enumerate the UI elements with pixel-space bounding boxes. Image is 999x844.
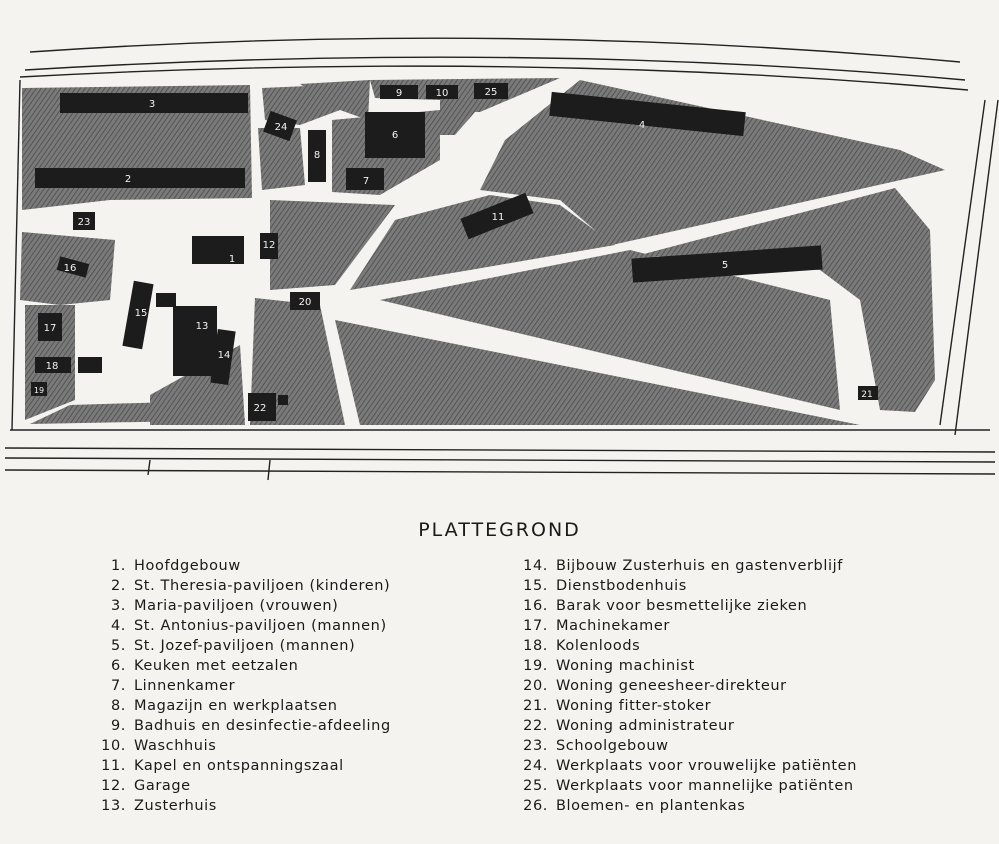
legend-text: Hoofdgebouw bbox=[134, 558, 241, 574]
legend-text: Werkplaats voor mannelijke patiënten bbox=[556, 778, 854, 794]
legend-item bbox=[86, 556, 391, 576]
legend-text: Maria-paviljoen (vrouwen) bbox=[134, 598, 339, 614]
legend-right bbox=[508, 556, 857, 816]
map-label-6: 6 bbox=[391, 130, 399, 141]
legend-text: Barak voor besmettelijke zieken bbox=[556, 598, 808, 614]
legend-item bbox=[86, 656, 391, 676]
legend-text: Woning machinist bbox=[556, 658, 695, 674]
legend-number: 2. bbox=[110, 578, 126, 594]
building-13 bbox=[173, 306, 217, 376]
legend-item bbox=[86, 596, 391, 616]
map-label-12: 12 bbox=[262, 240, 276, 251]
legend-item bbox=[508, 656, 857, 676]
legend-number: 24. bbox=[523, 758, 548, 774]
legend-number: 7. bbox=[110, 678, 126, 694]
legend-item bbox=[86, 696, 391, 716]
legend-text: Zusterhuis bbox=[134, 798, 217, 814]
legend-text: St. Theresia-paviljoen (kinderen) bbox=[134, 578, 391, 594]
map-label-13: 13 bbox=[195, 321, 209, 332]
legend-number: 12. bbox=[101, 778, 126, 794]
map-label-8: 8 bbox=[313, 150, 321, 161]
legend-item bbox=[86, 756, 391, 776]
map-label-7: 7 bbox=[362, 176, 370, 187]
legend-text: Woning fitter-stoker bbox=[556, 698, 712, 714]
map-label-16: 16 bbox=[63, 263, 77, 274]
legend-number: 1. bbox=[110, 558, 126, 574]
legend-item bbox=[86, 636, 391, 656]
legend-text: Machinekamer bbox=[556, 618, 670, 634]
legend-number: 16. bbox=[523, 598, 548, 614]
building-18b bbox=[78, 357, 102, 373]
legend-left bbox=[86, 556, 391, 816]
legend-text: Schoolgebouw bbox=[556, 738, 669, 754]
legend-text: Bloemen- en plantenkas bbox=[556, 798, 746, 814]
legend-number: 5. bbox=[110, 638, 126, 654]
legend-text: Werkplaats voor vrouwelijke patiënten bbox=[556, 758, 857, 774]
legend-text: St. Antonius-paviljoen (mannen) bbox=[134, 618, 387, 634]
legend-text: Bijbouw Zusterhuis en gastenverblijf bbox=[556, 558, 843, 574]
legend-item bbox=[508, 776, 857, 796]
legend-item bbox=[86, 776, 391, 796]
legend-number: 22. bbox=[523, 718, 548, 734]
legend-text: Kolenloods bbox=[556, 638, 641, 654]
map-label-9: 9 bbox=[395, 88, 403, 99]
legend-text: Magazijn en werkplaatsen bbox=[134, 698, 338, 714]
legend-item bbox=[86, 796, 391, 816]
map-label-2: 2 bbox=[124, 174, 132, 185]
legend-number: 20. bbox=[523, 678, 548, 694]
map-label-1: 1 bbox=[228, 254, 236, 265]
legend-number: 6. bbox=[110, 658, 126, 674]
legend-number: 15. bbox=[523, 578, 548, 594]
legend-item bbox=[508, 576, 857, 596]
legend-item bbox=[508, 796, 857, 816]
map-label-20: 20 bbox=[298, 297, 312, 308]
legend-number: 9. bbox=[110, 718, 126, 734]
legend-number: 21. bbox=[523, 698, 548, 714]
legend-text: Woning geneesheer-direkteur bbox=[556, 678, 787, 694]
map-label-26: 26 bbox=[159, 296, 173, 307]
legend-number: 25. bbox=[523, 778, 548, 794]
map-label-25: 25 bbox=[484, 87, 498, 98]
legend-text: Woning administrateur bbox=[556, 718, 735, 734]
map-label-11: 11 bbox=[491, 212, 505, 223]
plan-title: PLATTEGROND bbox=[418, 519, 581, 541]
map-label-10: 10 bbox=[435, 88, 449, 99]
map-label-21: 21 bbox=[861, 390, 873, 400]
legend-item bbox=[508, 716, 857, 736]
legend-text: Badhuis en desinfectie-afdeeling bbox=[134, 718, 391, 734]
legend-item bbox=[508, 616, 857, 636]
legend-number: 10. bbox=[101, 738, 126, 754]
legend-item bbox=[508, 596, 857, 616]
legend-number: 11. bbox=[101, 758, 126, 774]
legend-number: 23. bbox=[523, 738, 548, 754]
legend-text: Linnenkamer bbox=[134, 678, 236, 694]
legend-item bbox=[86, 616, 391, 636]
legend-item bbox=[86, 736, 391, 756]
map-label-17: 17 bbox=[43, 323, 57, 334]
map-label-15: 15 bbox=[134, 308, 148, 319]
legend-item bbox=[508, 696, 857, 716]
legend-number: 17. bbox=[523, 618, 548, 634]
legend-item bbox=[508, 756, 857, 776]
map-label-18: 18 bbox=[45, 361, 59, 372]
building-2 bbox=[35, 168, 245, 188]
legend-number: 18. bbox=[523, 638, 548, 654]
map-label-5: 5 bbox=[721, 260, 729, 271]
map-label-14: 14 bbox=[217, 350, 231, 361]
legend-number: 4. bbox=[110, 618, 126, 634]
legend-text: Garage bbox=[134, 778, 191, 794]
map-label-24: 24 bbox=[274, 122, 288, 133]
legend-number: 13. bbox=[101, 798, 126, 814]
legend-item bbox=[86, 716, 391, 736]
legend-number: 3. bbox=[110, 598, 126, 614]
legend-item bbox=[508, 676, 857, 696]
legend-text: Keuken met eetzalen bbox=[134, 658, 299, 674]
map-label-19: 19 bbox=[33, 386, 45, 395]
legend-item bbox=[508, 636, 857, 656]
map-label-4: 4 bbox=[638, 120, 646, 131]
legend-number: 8. bbox=[110, 698, 126, 714]
legend-text: St. Jozef-paviljoen (mannen) bbox=[134, 638, 356, 654]
legend-number: 14. bbox=[523, 558, 548, 574]
legend-number: 19. bbox=[523, 658, 548, 674]
map-label-3: 3 bbox=[148, 99, 156, 110]
building-22b bbox=[278, 395, 288, 405]
legend-item bbox=[508, 736, 857, 756]
legend-item bbox=[508, 556, 857, 576]
legend-text: Kapel en ontspanningszaal bbox=[134, 758, 344, 774]
map-label-23: 23 bbox=[77, 217, 91, 228]
legend-item bbox=[86, 576, 391, 596]
building-1 bbox=[192, 236, 244, 264]
legend-item bbox=[86, 676, 391, 696]
legend-number: 26. bbox=[523, 798, 548, 814]
legend-text: Dienstbodenhuis bbox=[556, 578, 687, 594]
legend-text: Waschhuis bbox=[134, 738, 217, 754]
map-label-22: 22 bbox=[253, 403, 267, 414]
